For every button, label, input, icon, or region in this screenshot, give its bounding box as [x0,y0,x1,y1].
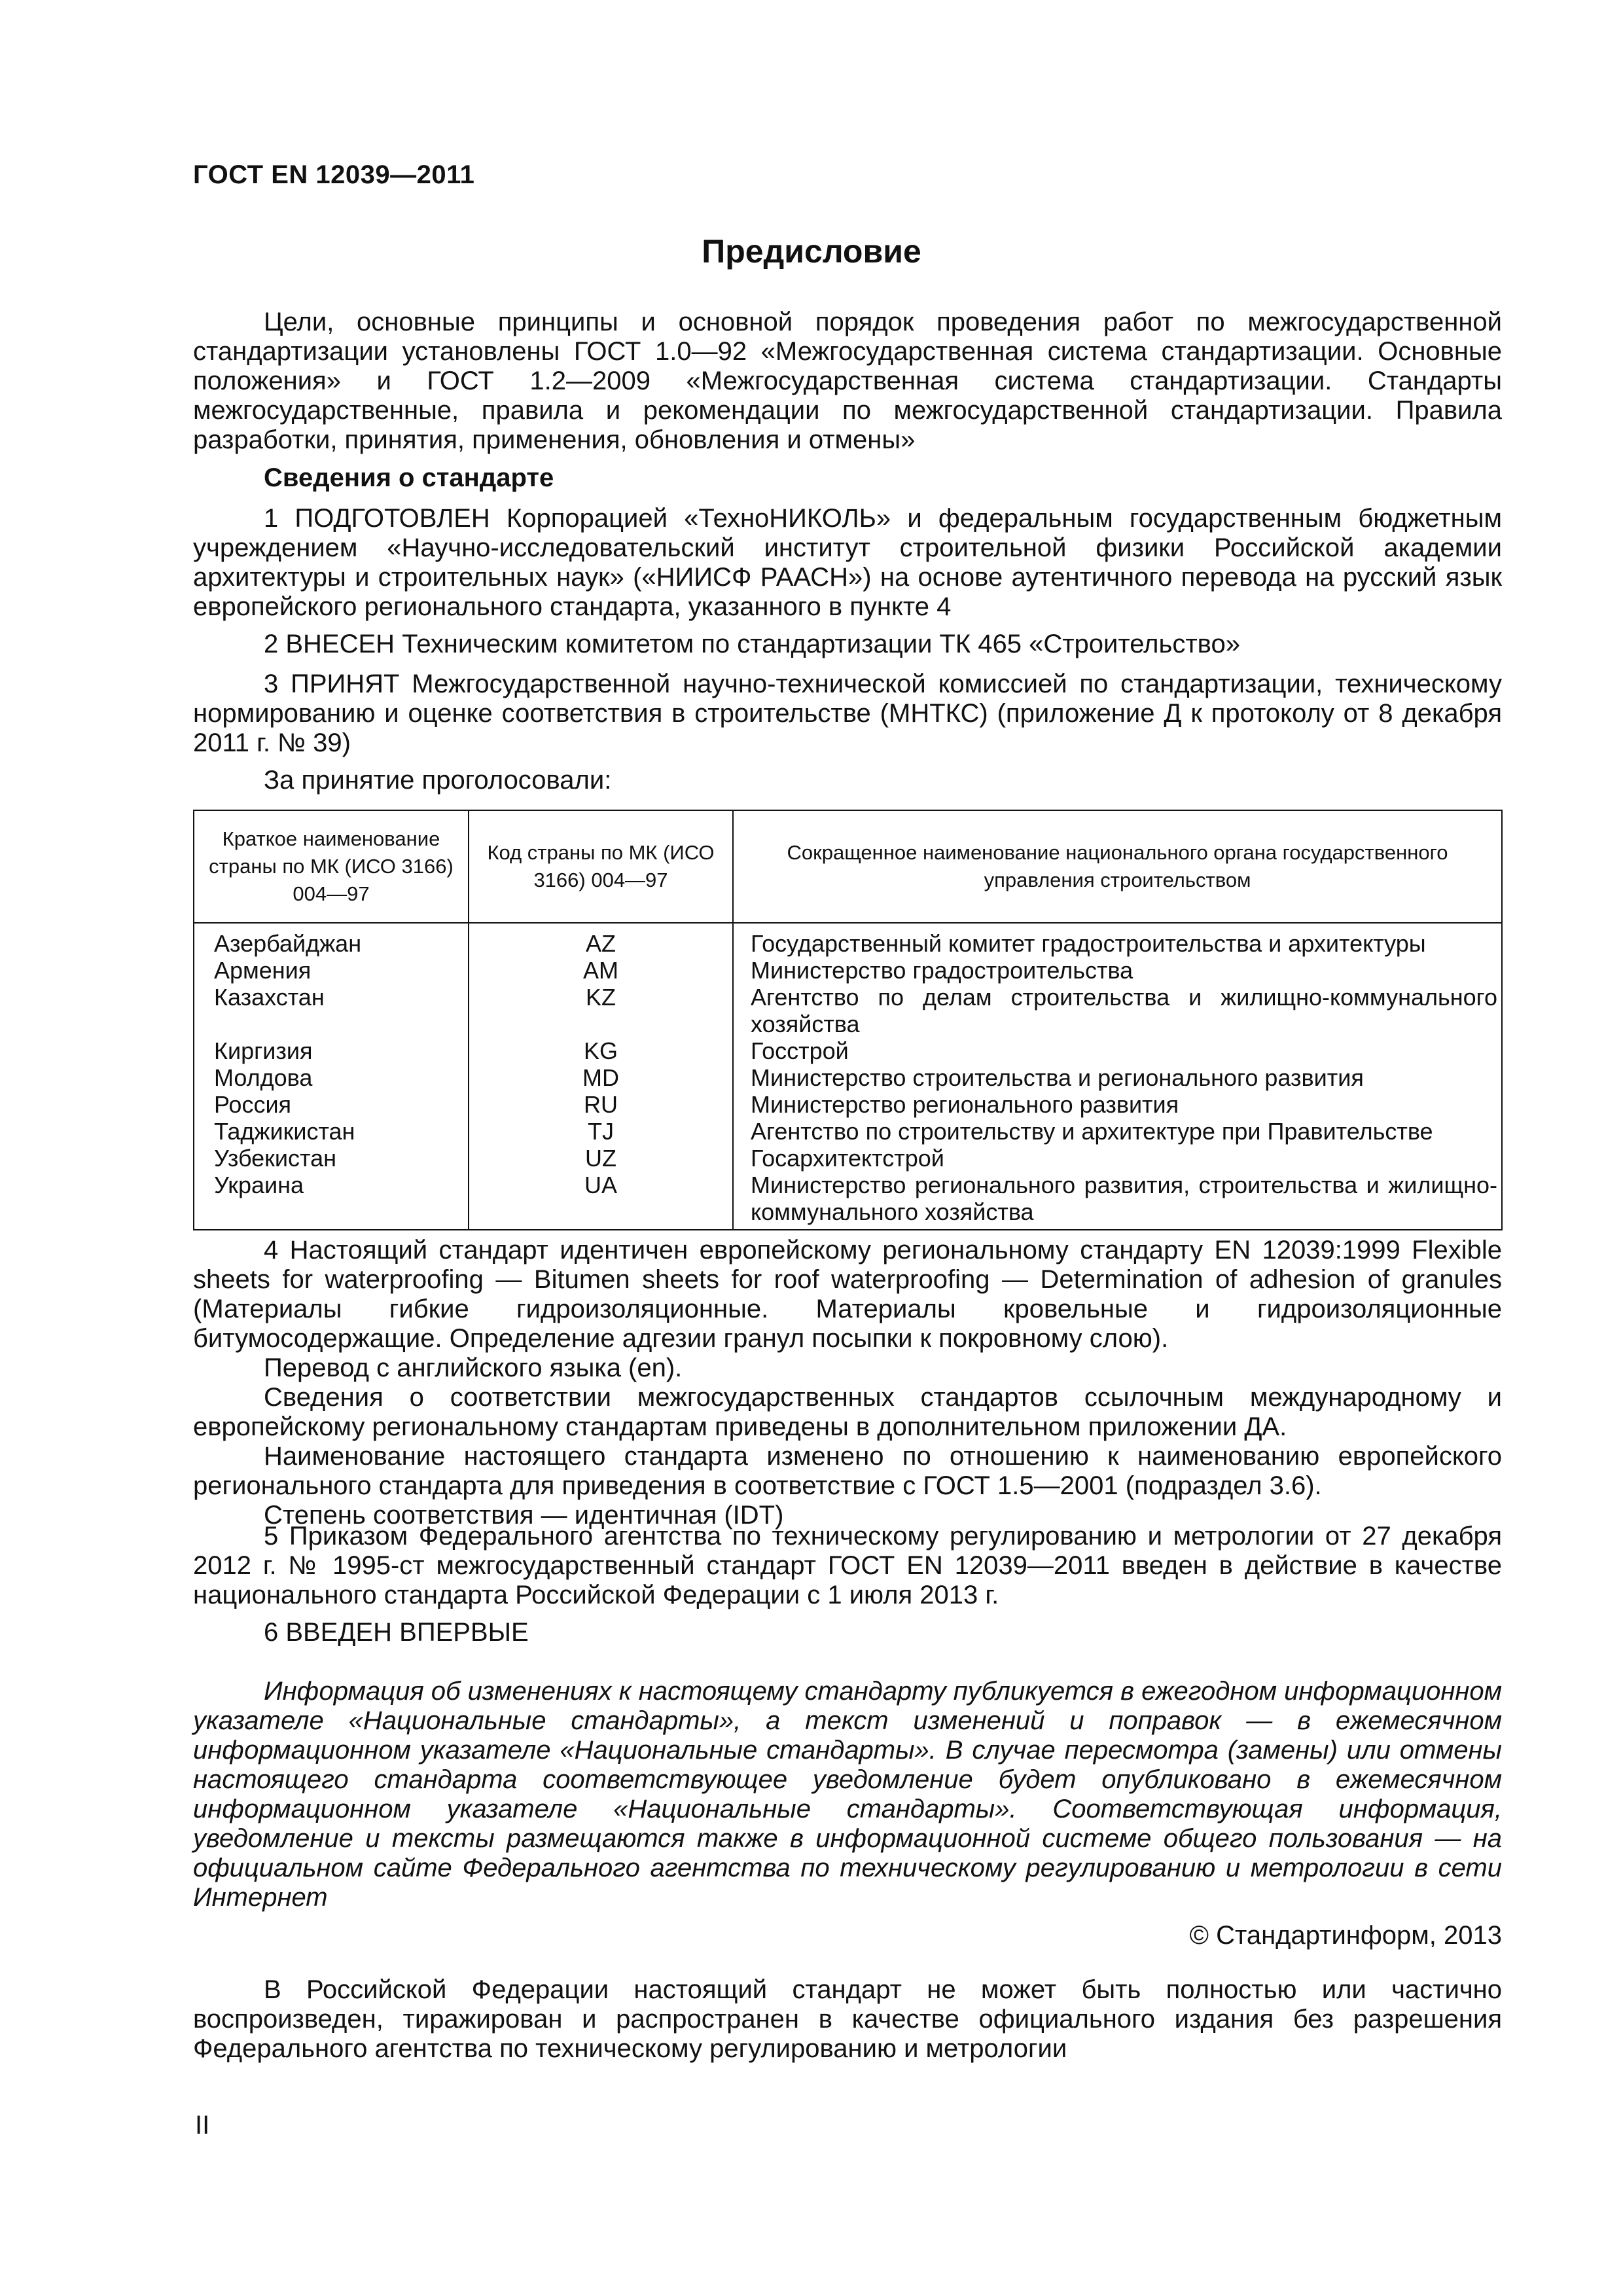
table-cell-country: Молдова [214,1064,313,1091]
intro-block [193,308,1502,455]
notice-block [193,1677,1502,1912]
item-6: 6 ВВЕДЕН ВПЕРВЫЕ [264,1618,529,1647]
table-header-country: Краткое наименование страны по МК (ИСО 3166) 004—97 [194,810,469,923]
table-header-code: Код страны по МК (ИСО 3166) 004—97 [469,810,733,923]
table-cell-authority: Госстрой [751,1037,849,1064]
table-cell-authority: Министерство регионального развития, строительства и жилищно-коммунального хозяйства [751,1172,1497,1225]
table-cell-authority: Министерство градостроительства [751,957,1133,984]
countries-table [193,810,1503,1230]
table-cell-authority: Министерство регионального развития [751,1091,1179,1118]
item-3-block [193,670,1502,758]
table-cell-country: Киргизия [214,1037,313,1064]
table-cell-authority: Государственный комитет градостроительства и архитектуры [751,930,1426,957]
table-cell-country: Узбекистан [214,1145,337,1172]
table-cell-authority: Госархитектстрой [751,1145,944,1172]
notice-paragraph: Информация об изменениях к настоящему стандарту публикуется в ежегодном информационном указателе «Национальные стандарты», а текст изменений и поправок — в ежемесячном информационном указателе «Национальные стандарты». В случае пересмотра (замены) или отмены настоящего стандарта соответствующее уведомление будет опубликовано в ежемесячном информационном указателе «Национальные стандарты». Соответствующая информация, уведомление и тексты размещаются также в информационной системе общего пользования — на официальном сайте Федерального агентства по техническому регулированию и метрологии в сети Интернет [193,1677,1503,1912]
table-cell-code: RU [584,1091,618,1118]
item-5: 5 Приказом Федерального агентства по техническому регулированию и метрологии от 27 декабря 2012 г. № 1995-ст межгосударственный стандарт ГОСТ EN 12039—2011 введен в действие в качестве национального стандарта Российской Федерации с 1 июля 2013 г. [193,1522,1502,1609]
table-cell-code: UA [584,1172,617,1198]
item-5-block [193,1522,1502,1610]
code-column [469,923,733,1230]
copyright: © Стандартинформ, 2013 [1189,1921,1502,1950]
table-cell-code: KG [583,1037,618,1064]
item-1: 1 ПОДГОТОВЛЕН Корпорацией «ТехноНИКОЛЬ» и федеральным государственным бюджетным учреждением «Научно-исследовательский институт строительной физики Российской академии архитектуры и строительных наук» («НИИСФ РААСН») на основе аутентичного перевода на русский язык европейского регионального стандарта, указанного в пункте 4 [193,504,1502,621]
page-number: II [195,2111,210,2140]
table-cell-authority: Агентство по делам строительства и жилищно-коммунального хозяйства [751,984,1497,1037]
item-4-block [193,1236,1502,1530]
page-title: Предисловие [702,233,921,270]
item-3: 3 ПРИНЯТ Межгосударственной научно-технической комиссией по стандартизации, техническому нормированию и оценке соответствия в строительстве (МНТКС) (приложение Д к протоколу от 8 декабря 2011 г. № 39) [193,670,1502,757]
item-4-compliance: Сведения о соответствии межгосударственных стандартов ссылочным международному и европейскому региональному стандартам приведены в дополнительном приложении ДА. [193,1383,1502,1441]
document-id: ГОСТ EN 12039—2011 [193,160,475,189]
table-header-row [194,810,1502,923]
table-body [194,923,1502,1230]
table-cell-code: AM [583,957,618,984]
table-cell-spacer [469,1011,732,1037]
item-1-block [193,504,1502,622]
table-cell-code: MD [582,1064,619,1091]
table-header-authority: Сокращенное наименование национального органа государственного управления строительством [733,810,1502,923]
item-4-translation: Перевод с английского языка (en). [264,1354,683,1382]
item-4-degree: Степень соответствия — идентичная (IDT) [264,1501,784,1530]
intro-paragraph: Цели, основные принципы и основной порядок проведения работ по межгосударственной стандартизации установлены ГОСТ 1.0—92 «Межгосударственная система стандартизации. Основные положения» и ГОСТ 1.2—2009 «Межгосударственная система стандартизации. Стандарты межгосударственные, правила и рекомендации по межгосударственной стандартизации. Правила разработки, принятия, применения, обновления и отмены» [193,308,1502,454]
table-cell-code: UZ [585,1145,616,1172]
voted-caption: За принятие проголосовали: [264,766,612,795]
table-cell-country: Таджикистан [214,1118,355,1145]
table-cell-spacer [214,1011,468,1037]
authority-column [733,923,1502,1230]
info-heading: Сведения о стандарте [264,463,554,492]
item-6-block [193,1618,1502,1647]
table-cell-code: KZ [585,984,616,1011]
item-2: 2 ВНЕСЕН Техническим комитетом по стандартизации ТК 465 «Строительство» [264,630,1240,658]
country-column [194,923,469,1230]
reproduction-block [193,1975,1502,2064]
table-cell-country: Армения [214,957,312,984]
voted-block [193,766,1502,795]
table-cell-authority: Агентство по строительству и архитектуре при Правительстве [751,1118,1433,1145]
copyright-block [193,1921,1502,1950]
table-cell-country: Азербайджан [214,930,362,957]
reproduction-notice: В Российской Федерации настоящий стандарт не может быть полностью или частично воспроизведен, тиражирован и распространен в качестве официального издания без разрешения Федерального агентства по техническому регулированию и метрологии [193,1975,1502,2063]
info-heading-block [193,463,1502,493]
table-cell-code: AZ [585,930,616,957]
table-cell-country: Казахстан [214,984,325,1011]
item-2-block [193,630,1502,659]
table-cell-country: Украина [214,1172,304,1198]
item-4: 4 Настоящий стандарт идентичен европейскому региональному стандарту EN 12039:1999 Flexible sheets for waterproofing — Bitumen sheets for roof waterproofing — Determination of adhesion of granules (Материалы гибкие гидроизоляционные. Материалы кровельные и гидроизоляционные битумосодержащие. Определение адгезии гранул посыпки к покровному слою). [193,1236,1502,1353]
table-cell-country: Россия [214,1091,292,1118]
table-cell-code: TJ [588,1118,614,1145]
table-cell-authority: Министерство строительства и регионального развития [751,1064,1364,1091]
item-4-name: Наименование настоящего стандарта изменено по отношению к наименованию европейского регионального стандарта для приведения в соответствие с ГОСТ 1.5—2001 (подраздел 3.6). [193,1442,1502,1500]
